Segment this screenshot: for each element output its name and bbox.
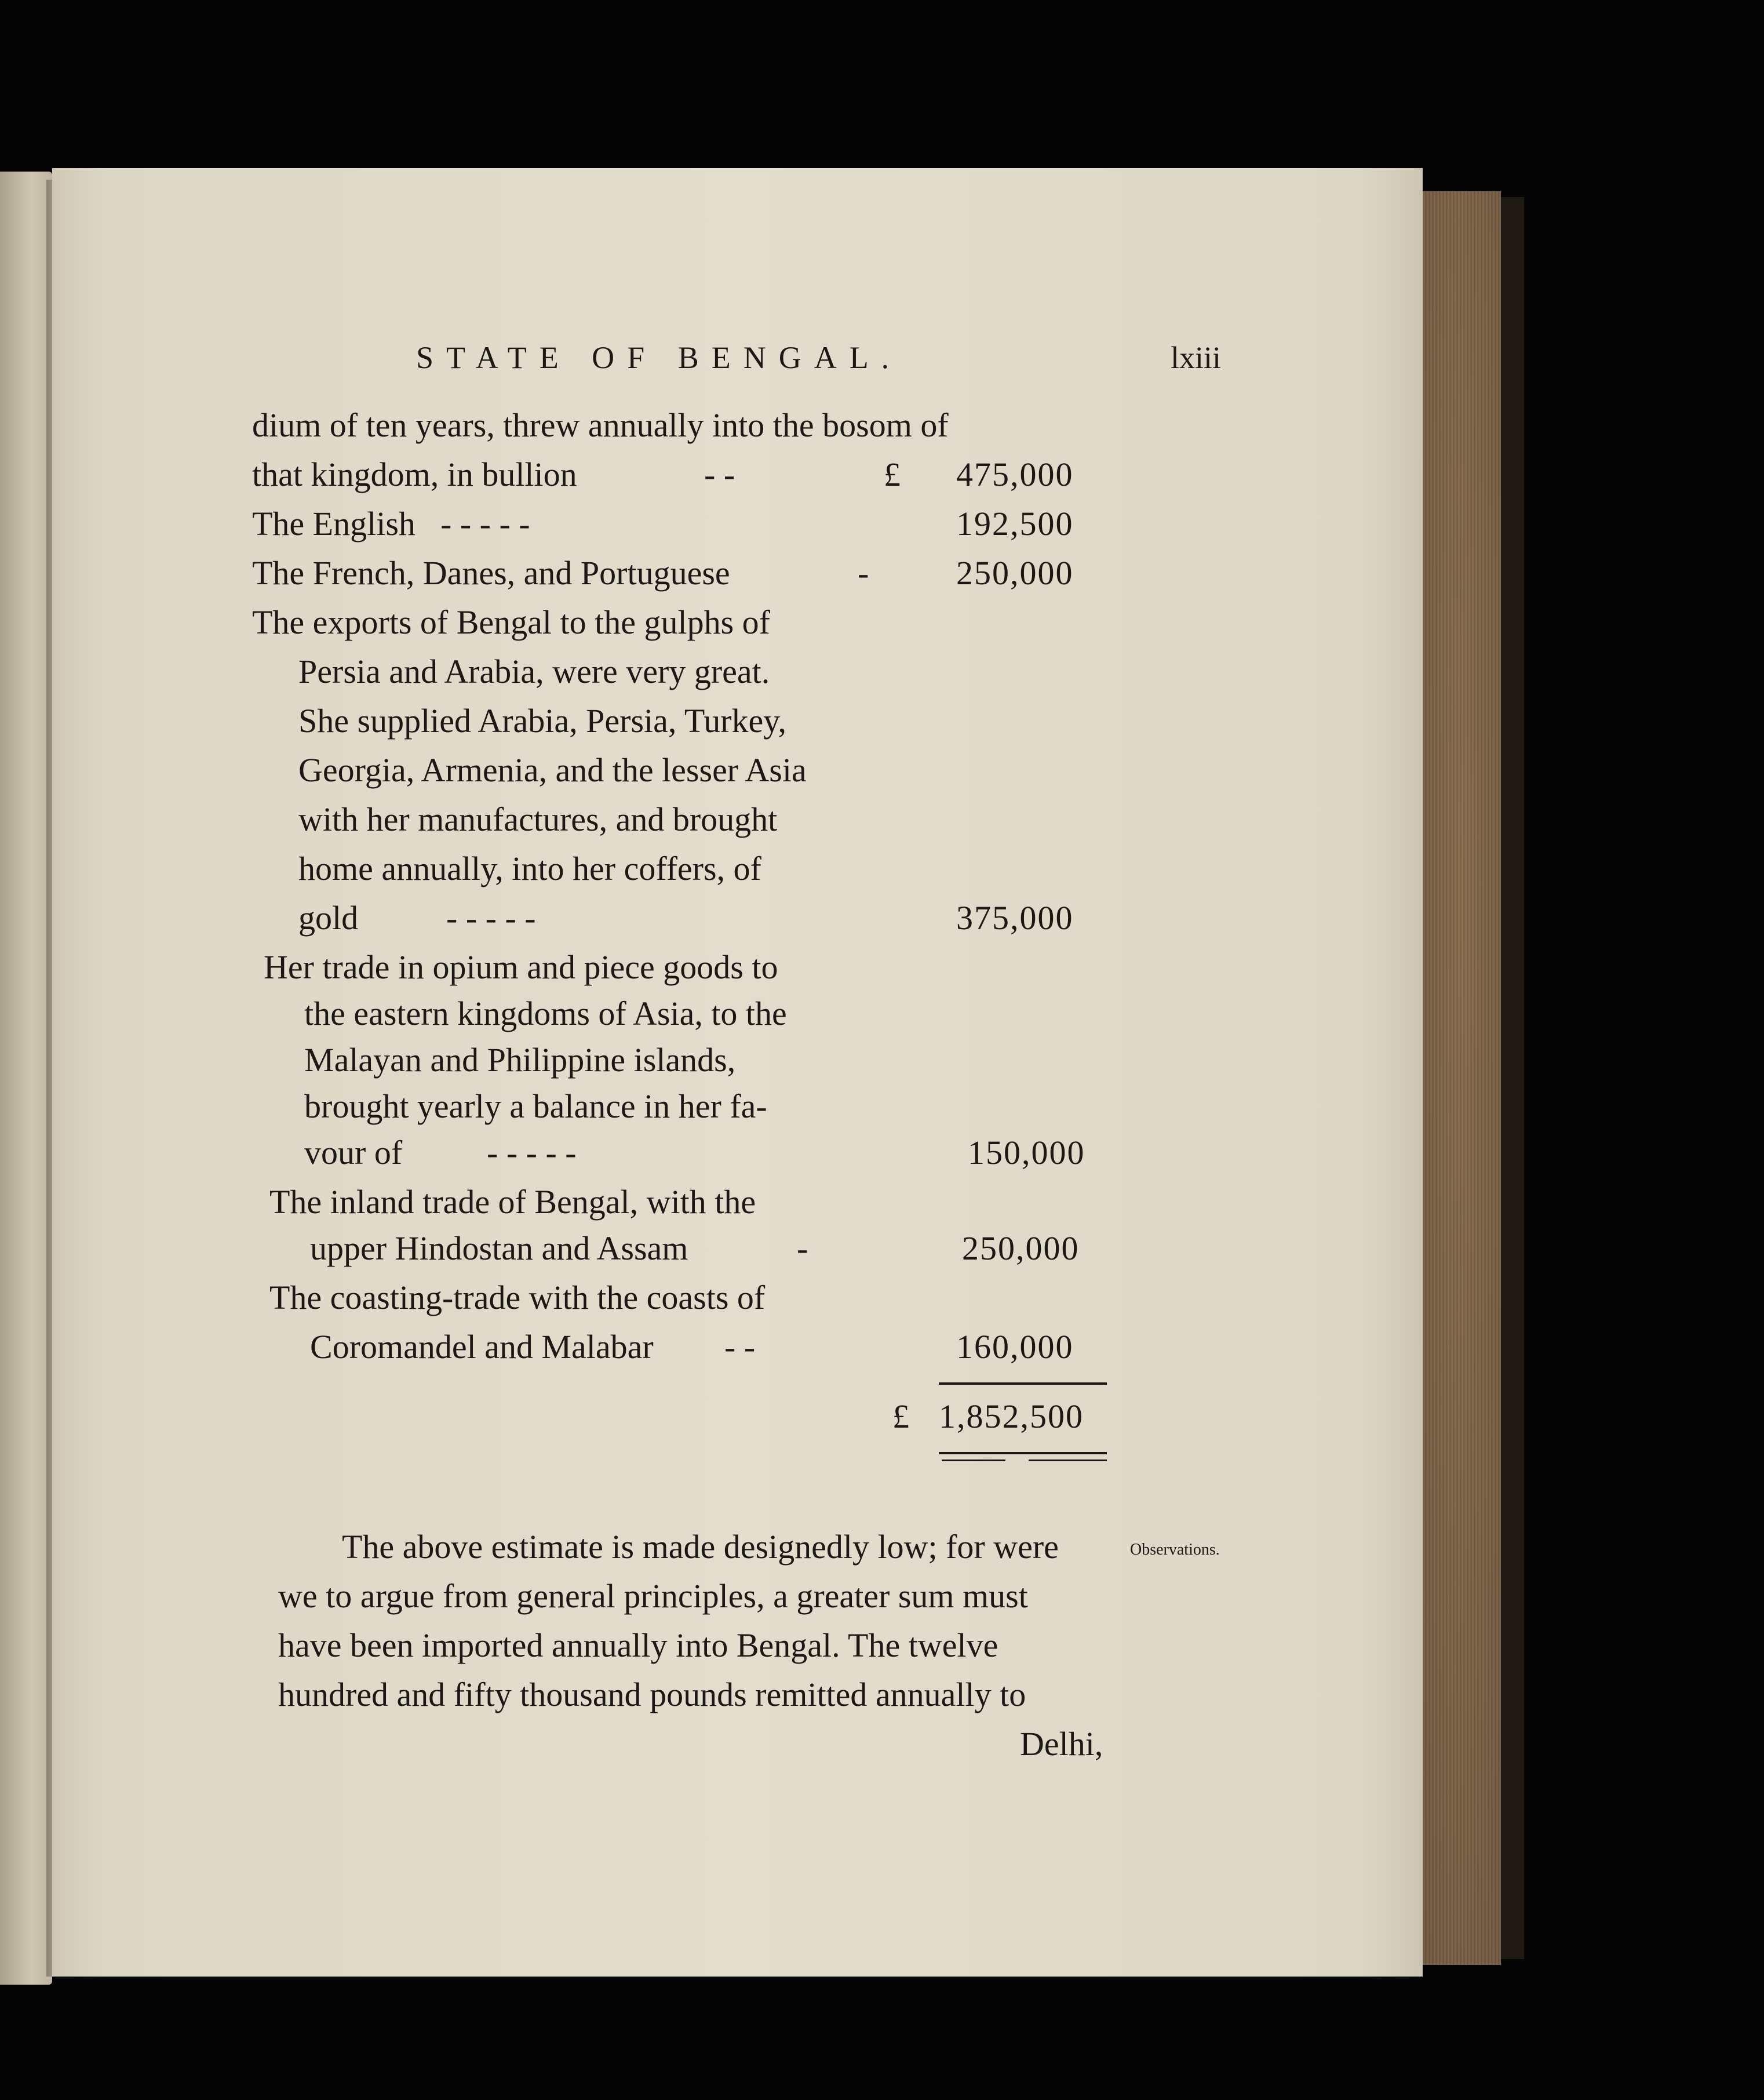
text-line: that kingdom, in bullion [252,456,577,493]
table-label: The inland trade of Bengal, with the [269,1183,756,1221]
book-cover-edge [1501,197,1524,1959]
table-label: the eastern kingdoms of Asia, to the [304,995,787,1032]
text-line: dium of ten years, threw annually into the bosom of [252,406,949,444]
table-label: gold [298,899,359,937]
table-label: brought yearly a balance in her fa- [304,1087,767,1125]
table-label: She supplied Arabia, Persia, Turkey, [298,702,787,740]
amount: 250,000 [956,554,1074,592]
leader-dashes: - - [724,1328,756,1366]
amount: 150,000 [968,1134,1085,1171]
amount: 160,000 [956,1328,1074,1366]
paragraph-line: have been imported annually into Bengal. The twelve [278,1626,998,1664]
total-rule-short [1029,1460,1107,1461]
leader-dashes: - [858,554,869,592]
margin-note: Observations. [1130,1541,1220,1559]
currency-symbol: £ [884,456,901,493]
table-label: The English [252,505,416,543]
table-label: upper Hindostan and Assam [310,1229,688,1267]
leader-dashes: - - [704,456,735,493]
table-label: home annually, into her coffers, of [298,850,761,887]
running-title: STATE OF BENGAL. [416,340,902,375]
facing-page-edge [0,172,52,1985]
table-label: Malayan and Philippine islands, [304,1041,736,1079]
table-label: vour of [304,1134,403,1171]
leader-dashes: - - - - - [440,505,530,543]
amount: 192,500 [956,505,1074,543]
table-label: Coromandel and Malabar [310,1328,654,1366]
amount: 250,000 [962,1229,1080,1267]
currency-symbol: £ [892,1397,909,1435]
total-rule [939,1452,1107,1454]
amount: 475,000 [956,456,1074,493]
leader-dashes: - [797,1229,808,1267]
paragraph-line: hundred and fifty thousand pounds remitted annually to [278,1676,1026,1713]
table-label: The coasting-trade with the coasts of [269,1279,766,1316]
table-label: Persia and Arabia, were very great. [298,653,770,690]
table-label: The exports of Bengal to the gulphs of [252,603,770,641]
total-amount: 1,852,500 [939,1397,1084,1435]
table-label: Georgia, Armenia, and the lesser Asia [298,751,807,789]
leader-dashes: - - - - - [446,899,536,937]
table-label: The French, Danes, and Portuguese [252,554,730,592]
page-number: lxiii [1171,340,1222,375]
page-edges [1423,191,1501,1965]
table-label: Her trade in opium and piece goods to [264,948,778,986]
leader-dashes: - - - - - [487,1134,577,1171]
amount: 375,000 [956,899,1074,937]
sum-rule [939,1382,1107,1385]
total-rule-short [942,1460,1005,1461]
paragraph-line: we to argue from general principles, a greater sum must [278,1577,1028,1615]
paragraph-line: The above estimate is made designedly low; for were [342,1528,1059,1566]
table-label: with her manufactures, and brought [298,800,778,838]
catchword: Delhi, [1020,1725,1103,1763]
